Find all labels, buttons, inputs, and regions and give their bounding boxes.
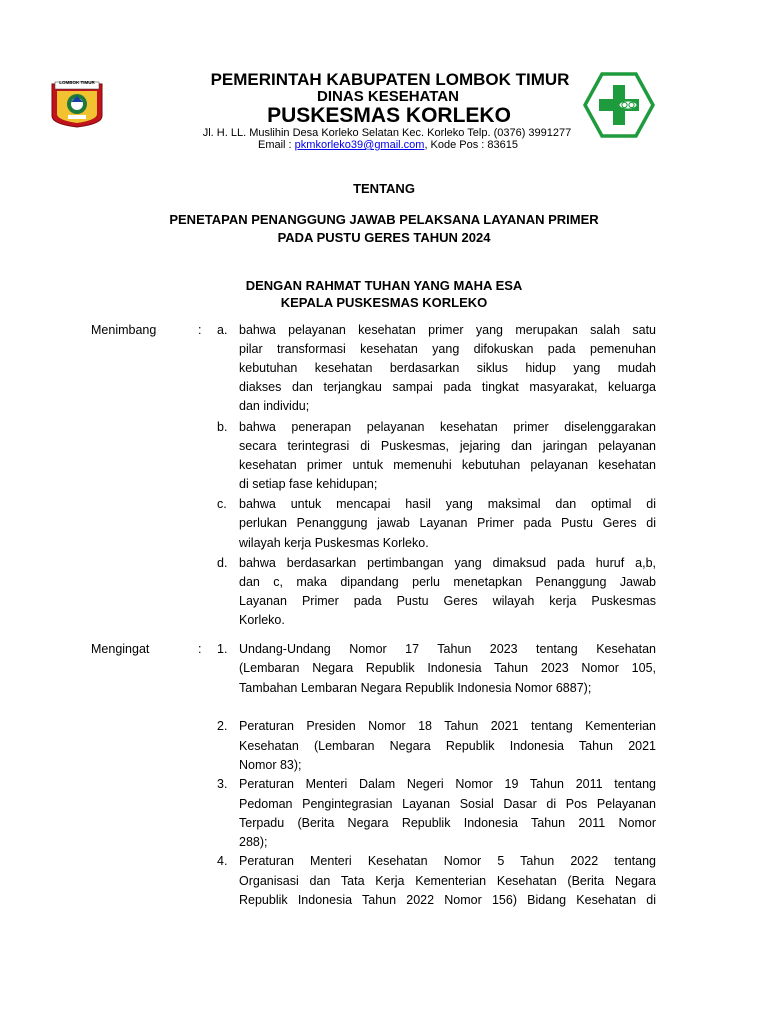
mengingat-label: Mengingat <box>91 642 150 656</box>
list-item-line: Peraturan Presiden Nomor 18 Tahun 2021 tentang Kementerian <box>239 719 656 733</box>
mengingat-marker-1: 1. <box>217 642 228 656</box>
menimbang-marker-c: c. <box>217 497 227 511</box>
list-item-line: Undang-Undang Nomor 17 Tahun 2023 tentang Kesehatan <box>239 642 656 656</box>
list-item-line: wilayah kerja Puskesmas Korleko. <box>239 536 429 550</box>
list-item-line: bahwa berdasarkan pertimbangan yang dimaksud pada huruf a,b, <box>239 556 656 570</box>
list-item-line: Pedoman Pengintegrasian Layanan Sosial Dasar di Pos Pelayanan <box>239 797 656 811</box>
list-item-line: bahwa pelayanan kesehatan primer yang merupakan salah satu <box>239 323 656 337</box>
list-item-line: Terpadu (Berita Negara Republik Indonesia Tahun 2011 Nomor <box>239 816 656 830</box>
menimbang-label: Menimbang <box>91 323 157 337</box>
mengingat-colon: : <box>198 642 202 656</box>
list-item-line: perlukan Penanggung jawab Layanan Primer pada Pustu Geres di <box>239 516 656 530</box>
subject-line-1: PENETAPAN PENANGGUNG JAWAB PELAKSANA LAYANAN PRIMER <box>169 212 599 227</box>
list-item-line: Peraturan Menteri Kesehatan Nomor 5 Tahun 2022 tentang <box>239 854 656 868</box>
puskesmas-green-cross-icon <box>583 72 655 138</box>
list-item-line: 288); <box>239 835 268 849</box>
mengingat-marker-3: 3. <box>217 777 228 791</box>
email-link[interactable]: pkmkorleko39@gmail.com <box>294 139 425 151</box>
list-item-line: Kesehatan (Lembaran Negara Republik Indonesia Tahun 2021 <box>239 739 656 753</box>
list-item-line: Peraturan Menteri Dalam Negeri Nomor 19 Tahun 2011 tentang <box>239 777 656 791</box>
list-item-line: dan c, maka dipandang perlu menetapkan Penanggung Jawab <box>239 575 656 589</box>
mengingat-marker-2: 2. <box>217 719 228 733</box>
email-label: Email : <box>257 139 295 151</box>
list-item-line: pilar transformasi kesehatan yang difokuskan pada pemenuhan <box>239 342 656 356</box>
menimbang-marker-d: d. <box>217 556 228 570</box>
list-item-line: kesehatan primer untuk memenuhi kebutuhan pelayanan kesehatan <box>239 458 656 472</box>
lombok-timur-regency-crest-icon <box>50 78 104 128</box>
list-item-line: di setiap fase kehidupan; <box>239 477 378 491</box>
list-item-line: Organisasi dan Tata Kerja Kementerian Kesehatan (Berita Negara <box>239 874 656 888</box>
postcode-text: , Kode Pos : 83615 <box>424 139 519 151</box>
list-item-line: Korleko. <box>239 613 285 627</box>
menimbang-marker-a: a. <box>217 323 228 337</box>
opening-line-2: KEPALA PUSKESMAS KORLEKO <box>280 295 488 310</box>
left-logo-text: LOMBOK TIMUR <box>59 80 95 85</box>
list-item-line: dan individu; <box>239 399 310 413</box>
menimbang-colon: : <box>198 323 202 337</box>
menimbang-marker-b: b. <box>217 420 228 434</box>
list-item-line: Nomor 83); <box>239 758 302 772</box>
list-item-line: Republik Indonesia Tahun 2022 Nomor 156) Bidang Kesehatan di <box>239 893 656 907</box>
list-item-line: Layanan Primer pada Pustu Geres wilayah kerja Puskesmas <box>239 594 656 608</box>
opening-line-1: DENGAN RAHMAT TUHAN YANG MAHA ESA <box>245 278 523 293</box>
list-item-line: Tambahan Lembaran Negara Republik Indonesia Nomor 6887); <box>239 681 592 695</box>
list-item-line: kebutuhan kesehatan berdasarkan siklus hidup yang mudah <box>239 361 656 375</box>
mengingat-marker-4: 4. <box>217 854 228 868</box>
list-item-line: bahwa penerapan pelayanan kesehatan primer diselenggarakan <box>239 420 656 434</box>
list-item-line: (Lembaran Negara Republik Indonesia Tahun 2023 Nomor 105, <box>239 661 656 675</box>
tentang-heading: TENTANG <box>353 181 415 196</box>
document-page: LOMBOK TIMUR PEMERINTAH KABUPATEN LOMBOK TIMUR DINAS KESEHATAN PUSKESMAS KORLEKO Jl. H. LL. Muslihin Desa Korleko Selatan Kec. Korleko Telp. (0376) 3991277 Email : pkmkorleko39@gmail.com, Kode Pos : 83615 TENTANG PENETAPAN PENANGGUNG JAWAB PELAKSANA LAYANAN PRIMER PADA PUSTU GERES TAHUN 2024 DENGAN RAHMAT TUHAN YANG MAHA ESA KEPALA PUSKESMAS KORLEKO Menimbang : a. bahwa pelayanan kesehatan primer yang merupakan salah satu pilar transformasi kesehatan yang difokuskan pada pemenuhan kebutuhan kesehatan berdasarkan siklus hidup yang mudah diakses dan terjangkau sampai pada tingkat masyarakat, keluarga dan individu; b. bahwa penerapan pelayanan kesehatan primer diselenggarakan secara terintegrasi di Puskesmas, jejaring dan jaringan pelayanan kesehatan primer untuk memenuhi kebutuhan pelayanan kesehatan di setiap fase kehidupan; c. bahwa untuk mencapai hasil yang maksimal dan optimal di perlukan Penanggung jawab Layanan Primer pada Pustu Geres di wilayah kerja Puskesmas Korleko. d. bahwa berdasarkan pertimbangan yang dimaksud pada huruf a,b, dan c, maka dipandang perlu menetapkan Penanggung Jawab Layanan Primer pada Pustu Geres wilayah kerja Puskesmas Korleko. Mengingat : 1. Undang-Undang Nomor 17 Tahun 2023 tentang Kesehatan (Lembaran Negara Republik Indonesia Tahun 2023 Nomor 105, Tambahan Lembaran Negara Republik Indonesia Nomor 6887); 2. Peraturan Presiden Nomor 18 Tahun 2021 tentang Kementerian Kesehatan (Lembaran Negara Republik Indonesia Tahun 2021 Nomor 83); 3. Peraturan Menteri Dalam Negeri Nomor 19 Tahun 2011 tentang Pedoman Pengintegrasian Layanan Sosial Dasar di Pos Pelayanan Terpadu (Berita Negara Republik Indonesia Tahun 2011 Nomor 288); 4. Peraturan Menteri Kesehatan Nomor 5 Tahun 2022 tentang Organisasi dan Tata Kerja Kementerian Kesehatan (Berita Negara Republik Indonesia Tahun 2022 Nomor 156) Bidang Kesehatan di <box>0 0 768 1024</box>
list-item-line: diakses dan terjangkau sampai pada tingkat masyarakat, keluarga <box>239 380 656 394</box>
subject-line-2: PADA PUSTU GERES TAHUN 2024 <box>277 230 491 245</box>
list-item-line: bahwa untuk mencapai hasil yang maksimal dan optimal di <box>239 497 656 511</box>
list-item-line: secara terintegrasi di Puskesmas, jejaring dan jaringan pelayanan <box>239 439 656 453</box>
